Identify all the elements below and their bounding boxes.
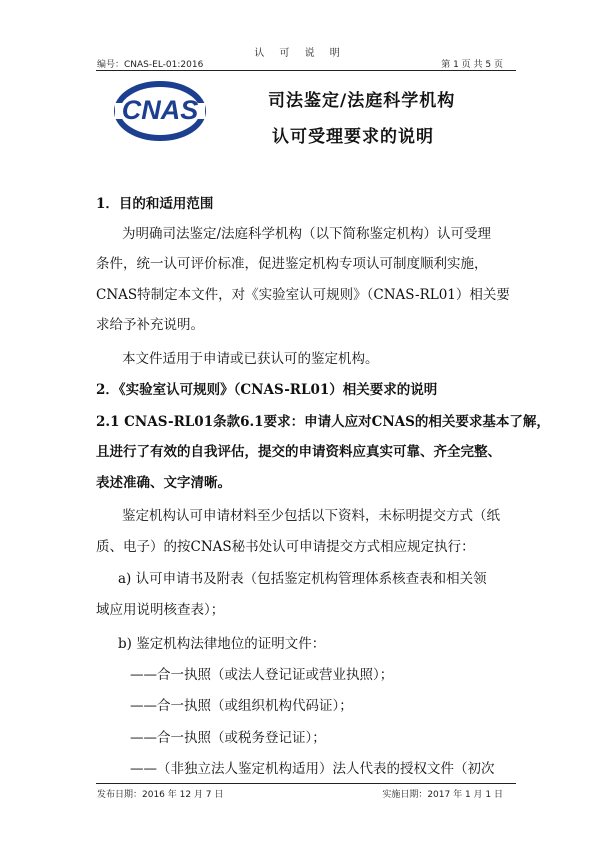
clause-2-1-line: 表述准确、文字清晰。	[96, 475, 231, 491]
list-item-a-cont: 域应用说明核查表）；	[96, 602, 225, 618]
title-line-1: 司法鉴定/法庭科学机构	[268, 91, 456, 111]
header-rule	[96, 70, 516, 71]
paragraph-line: CNAS特制定本文件，对《实验室认可规则》（CNAS-RL01）相关要	[96, 287, 510, 303]
title-line-2: 认可受理要求的说明	[272, 127, 434, 147]
section-2-heading: 2．《实验室认可规则》（CNAS-RL01）相关要求的说明	[96, 382, 438, 398]
issue-date: 发布日期：2016 年 12 月 7 日	[97, 790, 224, 800]
paragraph-line: 求给予补充说明。	[96, 317, 204, 333]
paragraph-line: 本文件适用于申请或已获认可的鉴定机构。	[122, 351, 379, 367]
paragraph-line: 鉴定机构认可申请材料至少包括以下资料，未标明提交方式（纸	[122, 508, 500, 524]
cnas-logo	[112, 79, 208, 143]
logo-text: CNAS	[121, 95, 199, 125]
paragraph-line: 条件，统一认可评价标准，促进鉴定机构专项认可制度顺利实施，	[96, 256, 488, 272]
clause-2-1-line: 且进行了有效的自我评估，提交的申请资料应真实可靠、齐全完整、	[96, 444, 501, 460]
page-info: 第 1 页 共 5 页	[441, 60, 503, 70]
list-item-a: a) 认可申请书及附表（包括鉴定机构管理体系核查表和相关领	[118, 571, 487, 587]
running-header: 认 可 说 明	[254, 48, 346, 59]
footer-rule	[96, 783, 516, 784]
paragraph-line: 为明确司法鉴定/法庭科学机构（以下简称鉴定机构）认可受理	[122, 226, 492, 242]
list-item-b: b) 鉴定机构法律地位的证明文件：	[118, 636, 326, 652]
paragraph-line: 质、电子）的按CNAS秘书处认可申请提交方式相应规定执行：	[96, 539, 475, 555]
clause-2-1-line: 2.1 CNAS-RL01条款6.1要求：申请人应对CNAS的相关要求基本了解，	[96, 414, 550, 430]
dash-item: ——合一执照（或法人登记证或营业执照）；	[130, 667, 394, 683]
effective-date: 实施日期：2017 年 1 月 1 日	[382, 790, 503, 800]
dash-item: ——合一执照（或组织机构代码证）；	[130, 698, 353, 714]
section-1-heading: 1．目的和适用范围	[96, 196, 214, 212]
doc-number: 编号：CNAS-EL-01:2016	[97, 60, 204, 70]
dash-item: ——合一执照（或税务登记证）；	[130, 730, 326, 746]
dash-item: ——（非独立法人鉴定机构适用）法人代表的授权文件（初次	[130, 761, 495, 777]
